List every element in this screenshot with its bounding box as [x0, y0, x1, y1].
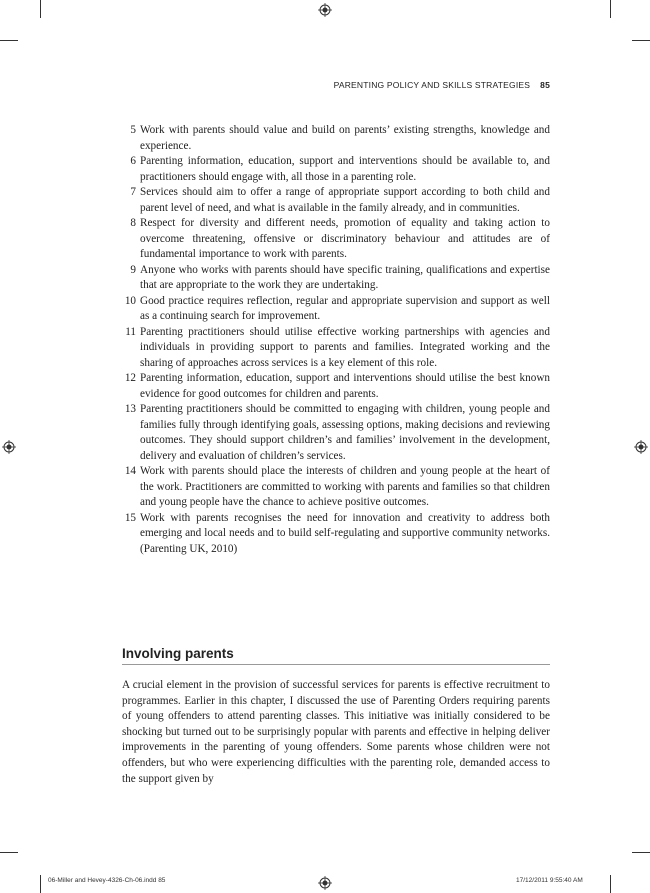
list-item-number: 9 [130, 263, 136, 276]
crop-mark-top-left [40, 0, 41, 18]
principles-list [122, 123, 550, 557]
list-item-text: Work with parents should value and build on parents’ existing strengths, knowledge and experience. [140, 124, 550, 152]
list-item-text: Parenting information, education, support and interventions should utilise the best known evidence for good outcomes for children and parents. [140, 372, 550, 400]
list-item [122, 511, 550, 558]
list-item [122, 325, 550, 372]
list-item [122, 185, 550, 216]
list-item-number: 15 [124, 511, 136, 524]
list-item-text: Parenting practitioners should be committed to engaging with children, young people and families fully through identifying goals, assessing options, making decisions and reviewing outcomes. They should support children’s and families’ involvement in the development, delivery and evaluation of children’s services. [140, 403, 550, 462]
crop-mark-top-right [610, 0, 611, 18]
registration-mark-icon [318, 3, 332, 17]
crop-mark-right-bottom [632, 852, 650, 853]
list-item-text: Good practice requires reflection, regular and appropriate supervision and support as well as a continuing search for improvement. [140, 294, 550, 322]
list-item-number: 13 [124, 403, 136, 415]
slug-file-name: 06-Miller and Hevey-4326-Ch-06.indd 85 [48, 877, 166, 884]
crop-mark-bottom-right [610, 875, 611, 893]
list-item-text: Respect for diversity and different needs, promotion of equality and taking action to overcome threatening, offensive or discriminatory behaviour and attitudes are of fundamental importance to work with parents. [140, 217, 550, 260]
registration-mark-icon [318, 876, 332, 890]
list-item-text: Work with parents should place the interests of children and young people at the heart of the work. Practitioners are committed to working with parents and families so that children and young people have the chance to achieve positive outcomes. [140, 465, 550, 508]
body-paragraph: A crucial element in the provision of successful services for parents is effective recruitment to programmes. Earlier in this chapter, I discussed the use of Parenting Orders requiring parents of young offenders to attend parenting classes. This initiative was initially considered to be shocking but turned out to be surprisingly popular with parents and effective in helping deliver improvements in the parenting of young offenders. Some parents whose children were not offenders, but who were experiencing difficulties with the parenting role, demanded access to the support given by [122, 679, 550, 785]
list-item-number: 5 [130, 124, 136, 136]
registration-mark-icon [2, 440, 16, 454]
list-item-text: Work with parents recognises the need for innovation and creativity to address both emerging and local needs and to build self-regulating and supportive community networks. (Parenting UK, 2010) [140, 511, 550, 555]
list-item [122, 294, 550, 325]
slug-timestamp: 17/12/2011 9:55:40 AM [516, 877, 583, 884]
list-item [122, 464, 550, 511]
list-item-number: 7 [130, 186, 136, 198]
running-header [334, 80, 550, 90]
running-title: PARENTING POLICY AND SKILLS STRATEGIES [333, 80, 531, 90]
list-item-number: 12 [124, 372, 136, 384]
list-item-number: 6 [130, 155, 136, 167]
page-number: 85 [540, 80, 550, 90]
crop-mark-left-bottom [0, 852, 18, 853]
registration-mark-icon [634, 440, 648, 454]
list-item-text: Parenting practitioners should utilise effective working partnerships with agencies and individuals in providing support to parents and families. Integrated working and the sharing of approaches across services is a key element of this role. [140, 325, 550, 369]
list-item [122, 402, 550, 464]
list-item-text: Parenting information, education, support and interventions should be available to, and practitioners should engage with, all those in a parenting role. [140, 155, 550, 183]
list-item-number: 11 [125, 325, 136, 338]
crop-mark-left-top [0, 40, 18, 41]
list-item [122, 371, 550, 402]
list-item [122, 263, 550, 294]
list-item-text: Anyone who works with parents should have specific training, qualifications and expertise that are appropriate to the work they are undertaking. [140, 263, 550, 291]
list-item [122, 216, 550, 263]
crop-mark-bottom-left [40, 875, 41, 893]
list-item-number: 14 [124, 465, 136, 477]
list-item-text: Services should aim to offer a range of appropriate support according to both child and parent level of need, and what is available in the family already, and in communities. [140, 186, 550, 214]
list-item-number: 8 [130, 217, 136, 229]
list-item [122, 154, 550, 185]
section-heading: Involving parents [122, 646, 550, 665]
list-item-number: 10 [124, 294, 136, 307]
list-item [122, 123, 550, 154]
crop-mark-right-top [632, 40, 650, 41]
